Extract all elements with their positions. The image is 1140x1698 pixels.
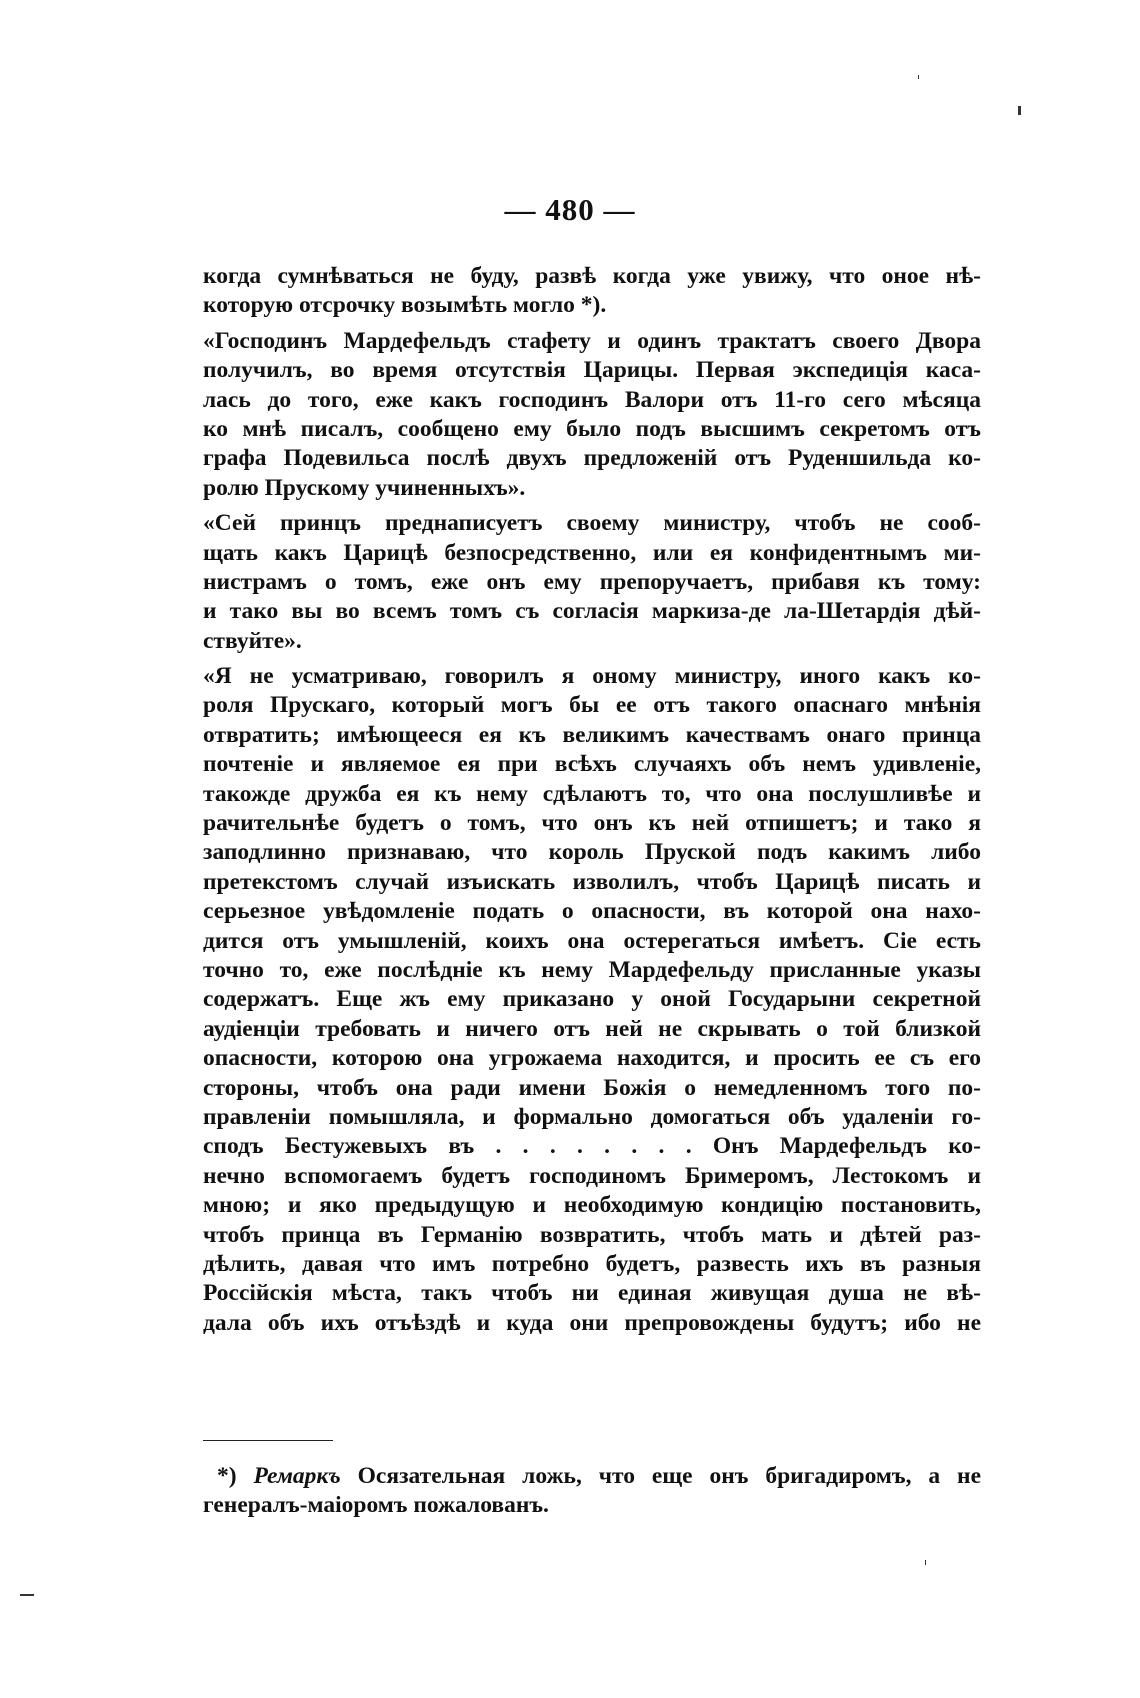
- text-line: когда сумнѣваться не буду, развѣ когда уже увижу, что оное нѣ-: [203, 263, 981, 289]
- footnote-divider: [203, 1440, 333, 1441]
- text-line: рачительнѣе будетъ о томъ, что онъ къ ней отпишетъ; и тако я: [203, 810, 981, 837]
- text-line: такожде дружба ея къ нему сдѣлаютъ то, что она послушливѣе и: [203, 780, 981, 807]
- page-number: — 480 —: [504, 192, 636, 227]
- text-line: «Я не усматриваю, говорилъ я оному министру, иного какъ ко-: [203, 663, 981, 690]
- text-line: дѣлить, давая что имъ потребно будетъ, развесть ихъ въ разныя: [203, 1250, 981, 1277]
- body-text: [203, 262, 981, 1338]
- text-line: нистрамъ о томъ, еже онъ ему препоручаетъ, прибавя къ тому:: [203, 568, 981, 595]
- footnote: [203, 1462, 981, 1521]
- text-line: лась до того, еже какъ господинъ Валори отъ 11-го сего мѣсяца: [203, 386, 981, 413]
- text-line: правленіи помышляла, и формально домогаться объ удаленіи го-: [203, 1103, 981, 1130]
- text-line: и тако вы во всемъ томъ съ согласія маркиза-де ла-Шетардія дѣй-: [203, 598, 981, 625]
- text-line: дится отъ умышленій, коихъ она остерегаться имѣетъ. Сіе есть: [203, 927, 981, 954]
- text-line: которую отсрочку возымѣть могло *).: [203, 292, 607, 319]
- footnote-line: генералъ-маіоромъ пожалованъ.: [203, 1492, 549, 1519]
- footnote-line: [203, 1462, 981, 1491]
- text-line: Россійскія мѣста, такъ чтобъ ни единая живущая душа не вѣ-: [203, 1280, 981, 1307]
- text-line: стороны, чтобъ она ради имени Божія о немедленномъ того по-: [203, 1074, 981, 1101]
- text-line: получилъ, во время отсутствія Царицы. Первая экспедиція каса-: [203, 357, 981, 384]
- text-line: аудіенціи требовать и ничего отъ ней не скрывать о той близкой: [203, 1015, 981, 1042]
- text-line: «Сей принцъ преднаписуетъ своему министру, чтобъ не сооб-: [203, 510, 981, 537]
- scan-speck: [925, 1560, 926, 1565]
- text-line: ко мнѣ писалъ, сообщено ему было подъ высшимъ секретомъ отъ: [203, 415, 981, 442]
- footnote-text: Осязательная ложь, что еще онъ бригадиромъ, а не: [357, 1463, 982, 1489]
- text-line: «Господинъ Мардефельдъ стафету и одинъ трактатъ своего Двора: [203, 327, 981, 354]
- text-line: опасности, которою она угрожаема находится, и просить ее съ его: [203, 1045, 981, 1072]
- text-line: почтеніе и являемое ея при всѣхъ случаяхъ объ немъ удивленіе,: [203, 751, 981, 778]
- text-line: отвратить; имѣющееся ея къ великимъ качествамъ онаго принца: [203, 721, 981, 748]
- scan-speck: [918, 75, 919, 79]
- scan-speck: [1018, 106, 1021, 115]
- text-line: дала объ ихъ отъѣздѣ и куда они препровождены будутъ; ибо не: [203, 1309, 981, 1336]
- text-line: содержатъ. Еще жъ ему приказано у оной Государыни секретной: [203, 986, 981, 1013]
- text-line: заподлинно признаваю, что король Пруской подъ какимъ либо: [203, 839, 981, 866]
- text-line: претекстомъ случай изъискать изволилъ, чтобъ Царицѣ писать и: [203, 868, 981, 895]
- footnote-label: Ремаркъ: [253, 1463, 341, 1489]
- text-line: сподъ Бестужевыхъ въ . . . . . . . . Онъ Мардефельдъ ко-: [203, 1133, 981, 1160]
- text-line: ролю Прускому учиненныхъ».: [203, 474, 526, 501]
- text-line: щать какъ Царицѣ безпосредственно, или ея конфидентнымъ ми-: [203, 539, 981, 566]
- text-line: ствуйте».: [203, 627, 302, 654]
- scan-speck: [20, 1594, 34, 1596]
- text-line: графа Подевильса послѣ двухъ предложеній отъ Руденшильда ко-: [203, 445, 981, 472]
- text-line: точно то, еже послѣдніе къ нему Мардефельду присланные указы: [203, 956, 981, 983]
- text-line: чтобъ принца въ Германію возвратить, чтобъ мать и дѣтей раз-: [203, 1221, 981, 1248]
- footnote-marker: *): [217, 1463, 237, 1489]
- text-line: мною; и яко предыдущую и необходимую кондицію постановить,: [203, 1192, 981, 1219]
- text-line: нечно вспомогаемъ будетъ господиномъ Бримеромъ, Лестокомъ и: [203, 1162, 981, 1189]
- text-line: серьезное увѣдомленіе подать о опасности, въ которой она нахо-: [203, 898, 981, 925]
- text-line: роля Прускаго, который могъ бы ее отъ такого опаснаго мнѣнія: [203, 692, 981, 719]
